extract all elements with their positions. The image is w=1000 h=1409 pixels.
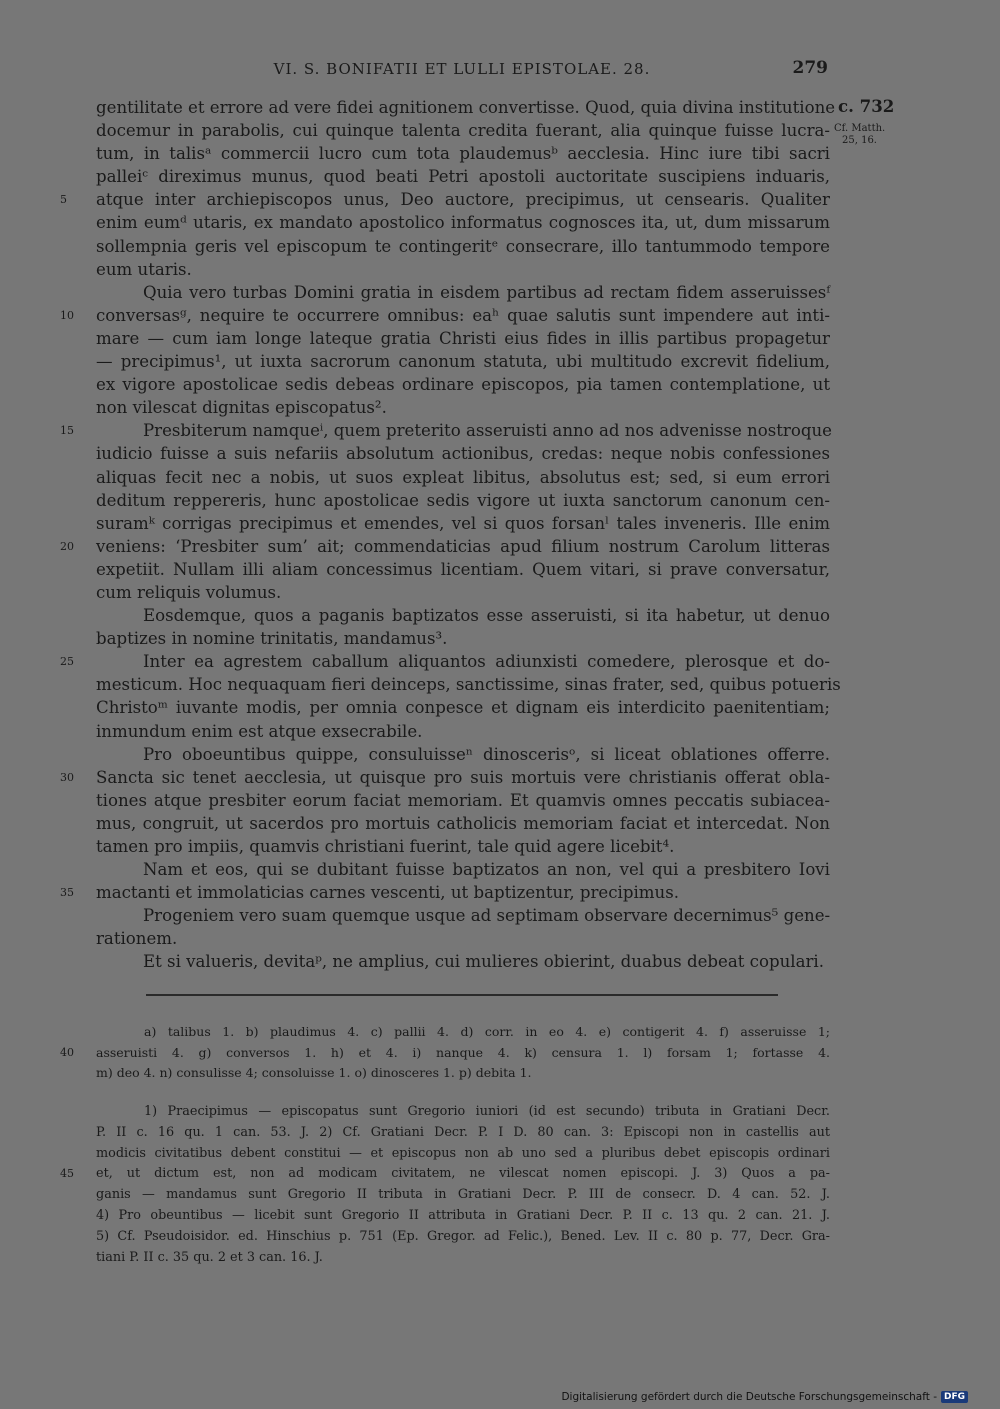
line-text: Et si valueris, devitaᵖ, ne amplius, cui mulieres obierint, duabus debeat copulari. — [143, 952, 824, 972]
line-text: enim eumᵈ utaris, ex mandato apostolico informatus cognosces ita, ut, dum missarum — [96, 213, 830, 233]
digitization-credit — [561, 1391, 968, 1403]
text-line — [60, 881, 830, 904]
line-number: 25 — [60, 655, 74, 669]
line-number: 35 — [60, 886, 74, 900]
line-text: 1) Praecipimus — episcopatus sunt Gregorio iuniori (id est secundo) tributa in Gratiani Decr. — [144, 1104, 830, 1119]
footnote-divider — [146, 994, 778, 998]
text-line — [96, 96, 836, 119]
text-line — [96, 627, 830, 650]
line-text: Pro oboeuntibus quippe, consuluisseⁿ dinoscerisᵒ, si liceat oblationes offerre. — [143, 744, 830, 764]
main-text — [60, 96, 895, 974]
text-line — [96, 743, 830, 766]
line-text: mactanti et immolaticias carnes vescenti, ut baptizentur, precipimus. — [96, 883, 679, 903]
line-text: suramᵏ corrigas precipimus et emendes, vel si quos forsanˡ tales inveneris. Ille enim — [96, 513, 830, 533]
text-line — [60, 1043, 830, 1064]
line-text: baptizes in nomine trinitatis, mandamus³. — [96, 629, 448, 649]
critical-apparatus — [60, 1022, 830, 1084]
line-text: deditum reppereris, hunc apostolicae sedis vigore ut iuxta sanctorum canonum cen- — [96, 490, 830, 510]
text-line — [96, 1123, 830, 1144]
line-text: m) deo 4. n) consulisse 4; consoluisse 1. o) dinosceres 1. p) debita 1. — [96, 1065, 532, 1080]
line-text: tum, in talisᵃ commercii lucro cum tota plaudemusᵇ aecclesia. Hinc iure tibi sacri — [96, 144, 830, 164]
text-line — [60, 304, 830, 327]
line-text: ex vigore apostolicae sedis debeas ordinare episcopos, pia tamen contemplatione, ut — [96, 375, 830, 395]
text-line — [96, 327, 830, 350]
line-number: 20 — [60, 539, 74, 553]
line-text: Nam et eos, qui se dubitant fuisse baptizatos an non, vel qui a presbitero Iovi — [143, 860, 830, 880]
line-text: Inter ea agrestem caballum aliquantos adiunxisti comedere, plerosque et do- — [143, 652, 830, 672]
text-line — [96, 350, 830, 373]
text-line — [60, 535, 830, 558]
running-head: VI. S. BONIFATII ET LULLI EPISTOLAE. 28. — [273, 60, 651, 78]
line-text: sollempnia geris vel episcopum te contingeritᵉ consecrare, illo tantummodo tempore — [96, 236, 830, 256]
line-text: conversasᵍ, nequire te occurrere omnibus: eaʰ quae salutis sunt impendere aut inti- — [96, 305, 830, 325]
text-line — [96, 119, 830, 142]
line-text: et, ut dictum est, non ad modicam civitatem, ne vilescat nomen episcopi. J. 3) Quos a pa- — [96, 1166, 830, 1182]
line-text: — precipimus¹, ut iuxta sacrorum canonum statuta, ubi multitudo excrevit fidelium, — [96, 352, 830, 372]
line-text: mare — cum iam longe lateque gratia Christi eius fides in illis partibus propagetur — [96, 328, 830, 348]
text-line — [96, 812, 830, 835]
text-line — [96, 927, 830, 950]
text-line — [96, 442, 830, 465]
line-text: modicis civitatibus debent constitui — et episcopus non ab uno sed a pluribus debet episcopis ordinari — [96, 1145, 830, 1161]
text-line — [60, 650, 830, 673]
text-line — [96, 835, 830, 858]
text-line — [96, 396, 830, 419]
page-number: 279 — [792, 58, 828, 78]
dfg-logo: DFG — [941, 1391, 968, 1403]
line-text: a) talibus 1. b) plaudimus 4. c) pallii 4. d) corr. in eo 4. e) contigerit 4. f) asseruisse 1; — [144, 1024, 830, 1039]
text-line — [96, 858, 830, 881]
text-line — [60, 766, 830, 789]
credit-text: Digitalisierung gefördert durch die Deutsche Forschungsgemeinschaft - — [561, 1391, 937, 1403]
text-line — [96, 696, 830, 719]
text-line — [96, 235, 830, 258]
margin-date: c. 732 — [838, 96, 895, 116]
text-line — [96, 720, 830, 743]
line-text: palleiᶜ direximus munus, quod beati Petri apostoli auctoritate suscipiens induaris, — [96, 167, 830, 187]
margin-reference — [834, 123, 885, 147]
line-number: 45 — [60, 1167, 74, 1181]
text-line — [96, 604, 830, 627]
line-text: Eosdemque, quos a paganis baptizatos esse asseruisti, si ita habetur, ut denuo — [143, 606, 830, 626]
line-text: ganis — mandamus sunt Gregorio II tributa in Gratiani Decr. P. III de consecr. D. 4 can. 52. J. — [96, 1187, 830, 1203]
line-text: iudicio fuisse a suis nefariis absolutum actionibus, credas: neque nobis confessiones — [96, 444, 830, 464]
text-line — [96, 558, 830, 581]
line-text: P. II c. 16 qu. 1 can. 53. J. 2) Cf. Gratiani Decr. P. I D. 80 can. 3: Episcopi non in castellis aut — [96, 1124, 830, 1140]
text-line — [60, 1164, 830, 1185]
text-line — [96, 581, 830, 604]
text-line — [96, 281, 830, 304]
text-line — [96, 950, 830, 973]
text-line — [96, 489, 830, 512]
line-number: 5 — [60, 193, 67, 207]
text-line — [96, 1102, 830, 1123]
line-text: tiones atque presbiter eorum faciat memoriam. Et quamvis omnes peccatis subiacea- — [96, 790, 830, 810]
line-text: Progeniem vero suam quemque usque ad septimam observare decernimus⁵ gene- — [143, 906, 831, 926]
text-line — [96, 904, 830, 927]
text-line — [96, 142, 830, 165]
line-text: Sancta sic tenet aecclesia, ut quisque pro suis mortuis vere christianis offerat obla- — [96, 767, 830, 787]
line-text: aliquas fecit nec a nobis, ut suos expleat libitus, absolutus est; sed, si eum errori — [96, 467, 830, 487]
line-text: cum reliquis volumus. — [96, 582, 282, 602]
text-line — [96, 1227, 830, 1248]
text-line — [96, 1063, 830, 1084]
line-text: rationem. — [96, 929, 178, 949]
line-text: Presbiterum namqueⁱ, quem preterito asseruisti anno ad nos advenisse nostroque — [143, 421, 832, 441]
text-line — [60, 188, 830, 211]
line-text: mesticum. Hoc nequaquam fieri deinceps, sanctissime, sinas frater, sed, quibus potueris — [96, 675, 841, 695]
text-line — [60, 419, 832, 442]
text-line — [96, 1144, 830, 1165]
text-line — [96, 1185, 830, 1206]
line-text: mus, congruit, ut sacerdos pro mortuis catholicis memoriam faciat et intercedat. Non — [96, 813, 830, 833]
line-text: 5) Cf. Pseudoisidor. ed. Hinschius p. 751 (Ep. Gregor. ad Felic.), Bened. Lev. II c. 80 p. 77, Decr. Gra- — [96, 1228, 830, 1244]
line-text: non vilescat dignitas episcopatus². — [96, 398, 387, 418]
text-line — [96, 512, 830, 535]
margin-reference-line: Cf. Matth. — [834, 123, 886, 134]
text-line — [96, 1206, 830, 1227]
line-text: 4) Pro obeuntibus — licebit sunt Gregorio II attributa in Gratiani Decr. P. II c. 13 qu. 2 can. 21. J. — [96, 1207, 830, 1223]
line-number: 15 — [60, 424, 74, 438]
text-line — [96, 673, 841, 696]
text-line — [96, 789, 830, 812]
text-line — [96, 258, 830, 281]
text-line — [96, 1022, 830, 1043]
line-text: expetiit. Nullam illi aliam concessimus licentiam. Quem vitari, si prave conversatur, — [96, 559, 830, 579]
line-number: 10 — [60, 308, 74, 322]
footnotes — [60, 1102, 830, 1268]
text-line — [96, 165, 830, 188]
line-text: Christoᵐ iuvante modis, per omnia conpesce et dignam eis interdicito paenitentiam; — [96, 698, 830, 718]
line-number: 30 — [60, 770, 74, 784]
line-text: tiani P. II c. 35 qu. 2 et 3 can. 16. J. — [96, 1249, 323, 1265]
line-text: gentilitate et errore ad vere fidei agnitionem convertisse. Quod, quia divina institutione — [96, 98, 836, 117]
line-text: asseruisti 4. g) conversos 1. h) et 4. i) nanque 4. k) censura 1. l) forsam 1; fortasse 4. — [96, 1044, 830, 1060]
line-number: 40 — [60, 1045, 74, 1059]
page-header — [96, 56, 828, 86]
line-text: Quia vero turbas Domini gratia in eisdem partibus ad rectam fidem asseruissesᶠ — [143, 282, 830, 302]
line-text: inmundum enim est atque exsecrabile. — [96, 721, 423, 741]
text-line — [96, 373, 830, 396]
text-line — [96, 211, 830, 234]
line-text: veniens: ‘Presbiter sum’ ait; commendaticias apud filium nostrum Carolum litteras — [96, 536, 830, 556]
line-text: tamen pro impiis, quamvis christiani fuerint, tale quid agere licebit⁴. — [96, 837, 675, 856]
line-text: atque inter archiepiscopos unus, Deo auctore, precipimus, ut censearis. Qualiter — [96, 190, 830, 210]
line-text: eum utaris. — [96, 259, 192, 279]
text-line — [96, 1248, 830, 1269]
margin-reference-line: 25, 16. — [842, 135, 877, 146]
line-text: docemur in parabolis, cui quinque talenta credita fuerant, alia quinque fuisse lucra- — [96, 121, 830, 141]
text-line — [96, 466, 830, 489]
